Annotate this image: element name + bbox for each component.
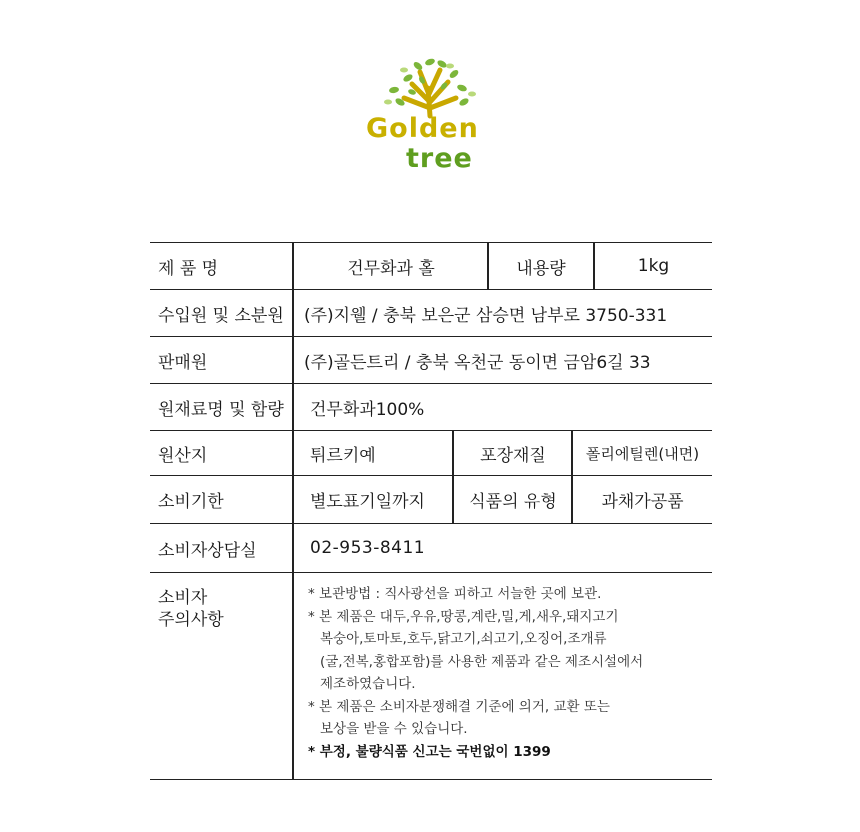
seller-value: (주)골든트리 / 충북 옥천군 동이면 금암6길 33 xyxy=(304,352,651,373)
food-type-value: 과채가공품 xyxy=(601,492,684,512)
caution-line: 복숭아,토마토,호두,닭고기,쇠고기,오징어,조개류 xyxy=(320,631,607,647)
packaging-value: 폴리에틸렌(내면) xyxy=(585,444,700,463)
importer-value: (주)지웰 / 충북 보은군 삼승면 남부로 3750-331 xyxy=(304,305,668,326)
origin-value: 튀르키예 xyxy=(310,445,376,466)
row-product-name xyxy=(150,242,712,289)
expiry-label: 소비기한 xyxy=(158,492,224,512)
expiry-value: 별도표기일까지 xyxy=(310,492,425,512)
volume-label: 내용량 xyxy=(516,258,566,279)
volume-value: 1kg xyxy=(637,256,670,276)
product-info-table xyxy=(150,242,712,780)
caution-line-report: * 부정, 불량식품 신고는 국번없이 1399 xyxy=(308,743,551,760)
caution-line: * 본 제품은 소비자분쟁해결 기준에 의거, 교환 또는 xyxy=(308,698,610,715)
importer-label: 수입원 및 소분원 xyxy=(158,305,284,326)
row-caution xyxy=(150,572,712,780)
packaging-label: 포장재질 xyxy=(480,445,546,466)
caution-line: * 보관방법 : 직사광선을 피하고 서늘한 곳에 보관. xyxy=(308,586,602,602)
logo-word-tree: tree xyxy=(406,143,473,174)
row-consult xyxy=(150,523,712,572)
row-origin xyxy=(150,430,712,475)
caution-label: 소비자 주의사항 xyxy=(158,588,224,630)
food-type-label: 식품의 유형 xyxy=(469,492,557,512)
seller-label: 판매원 xyxy=(158,352,208,373)
origin-label: 원산지 xyxy=(158,445,208,466)
row-ingredients xyxy=(150,383,712,430)
ingredients-value: 건무화과100% xyxy=(310,399,425,420)
logo-word-golden: Golden xyxy=(366,113,479,144)
caution-line: 보상을 받을 수 있습니다. xyxy=(320,721,468,737)
caution-notes xyxy=(308,583,643,763)
row-seller xyxy=(150,336,712,383)
consult-value: 02-953-8411 xyxy=(310,538,426,558)
product-name-label: 제 품 명 xyxy=(158,258,219,279)
caution-line: * 본 제품은 대두,우유,땅콩,계란,밀,게,새우,돼지고기 xyxy=(308,608,619,625)
caution-line: 제조하였습니다. xyxy=(320,676,416,692)
row-expiry xyxy=(150,475,712,523)
ingredients-label: 원재료명 및 함량 xyxy=(158,399,284,420)
caution-line: (굴,전복,홍합포함)를 사용한 제품과 같은 제조시설에서 xyxy=(320,653,644,670)
row-importer xyxy=(150,289,712,336)
product-name-value: 건무화과 홀 xyxy=(347,258,435,279)
consult-label: 소비자상담실 xyxy=(158,540,257,561)
